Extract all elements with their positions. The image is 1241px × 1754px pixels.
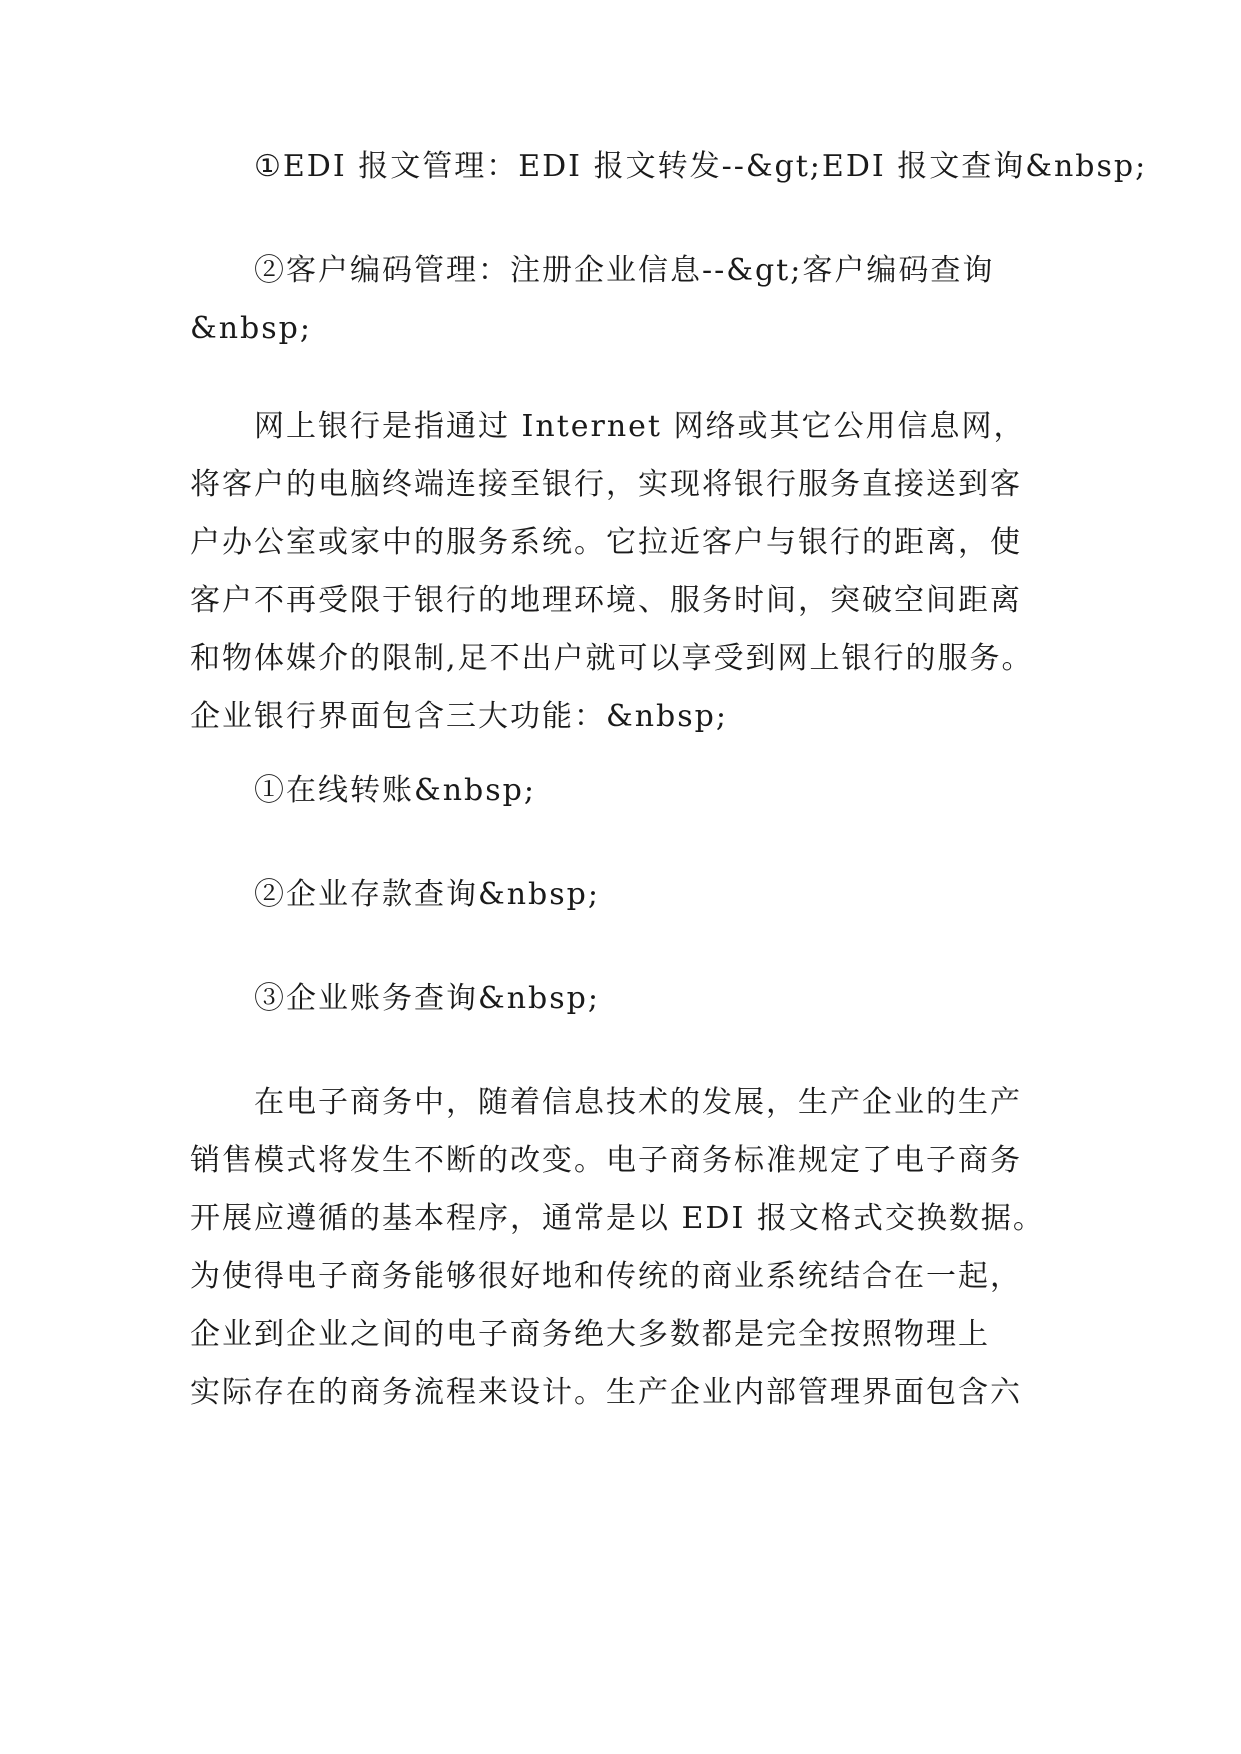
paragraph-account-query (190, 970, 1050, 1028)
text-line: 企业到企业之间的电子商务绝大多数都是完全按照物理上 (190, 1317, 990, 1352)
text-line: 将客户的电脑终端连接至银行，实现将银行服务直接送到客 (190, 467, 1022, 502)
text-line: ②客户编码管理：注册企业信息--&gt;客户编码查询 (254, 253, 995, 288)
paragraph-online-transfer (190, 762, 1050, 820)
text-line: ③企业账务查询&nbsp; (254, 981, 600, 1016)
paragraph-deposit-query (190, 866, 1050, 924)
text-line: 实际存在的商务流程来设计。生产企业内部管理界面包含六 (190, 1375, 1022, 1410)
text-line: 销售模式将发生不断的改变。电子商务标准规定了电子商务 (190, 1143, 1022, 1178)
paragraph-ecommerce (190, 1074, 1050, 1422)
paragraph-edi-management (190, 138, 1148, 196)
text-line: 户办公室或家中的服务系统。它拉近客户与银行的距离，使 (190, 525, 1022, 560)
text-line: ①EDI 报文管理：EDI 报文转发--&gt;EDI 报文查询&nbsp; (254, 149, 1148, 184)
text-line: 为使得电子商务能够很好地和传统的商业系统结合在一起， (190, 1259, 1022, 1294)
text-line: 网上银行是指通过 Internet 网络或其它公用信息网， (254, 409, 1026, 444)
paragraph-online-banking (190, 398, 1050, 746)
text-line: 开展应遵循的基本程序，通常是以 EDI 报文格式交换数据。 (190, 1201, 1045, 1236)
text-line: ②企业存款查询&nbsp; (254, 877, 600, 912)
text-line: 客户不再受限于银行的地理环境、服务时间，突破空间距离 (190, 583, 1022, 618)
paragraph-customer-code-management (190, 242, 1050, 358)
text-line: 在电子商务中，随着信息技术的发展，生产企业的生产 (254, 1085, 1022, 1120)
text-line: ①在线转账&nbsp; (254, 773, 536, 808)
text-line: 企业银行界面包含三大功能：&nbsp; (190, 699, 728, 734)
text-line: 和物体媒介的限制,足不出户就可以享受到网上银行的服务。 (190, 641, 1034, 676)
text-line: &nbsp; (190, 311, 312, 346)
